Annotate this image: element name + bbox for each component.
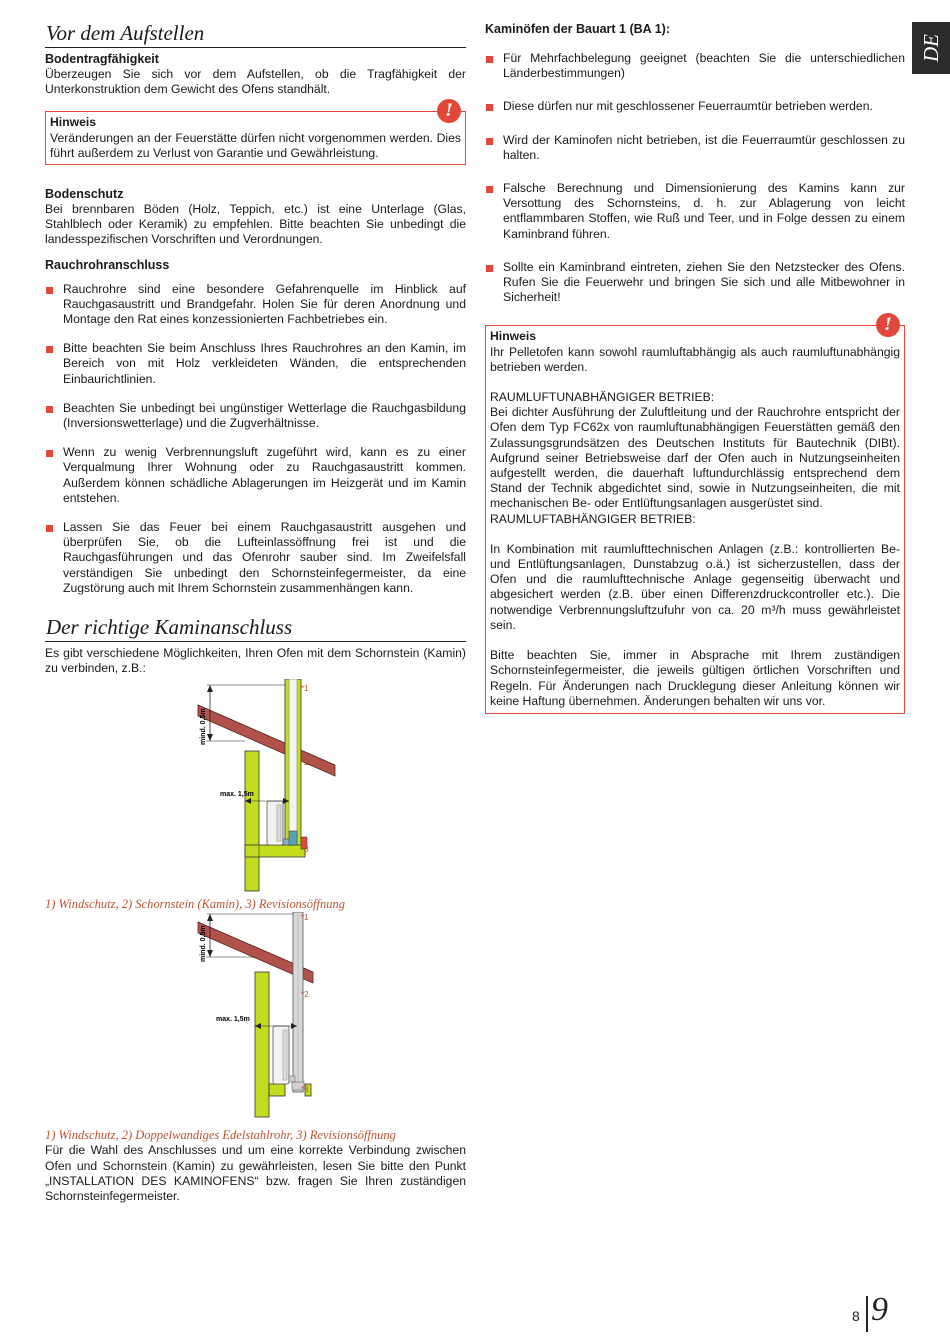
left-column	[45, 18, 466, 1204]
text-kaminanschluss-intro: Es gibt verschiedene Möglichkeiten, Ihren Ofen mit dem Schornstein (Kamin) zu verbinden, z.B.:	[45, 646, 466, 676]
list-item: Rauchrohre sind eine besondere Gefahrenquelle im Hinblick auf Rauchgasaustritt und Brandgefahr. Holen Sie für deren Anordnung und Montage den Rat eines konzessionierten Fachbetriebes ein.	[45, 282, 466, 328]
figure-caption-2: 1) Windschutz, 2) Doppelwandiges Edelstahlrohr, 3) Revisionsöffnung	[45, 1128, 396, 1143]
list-item: Für Mehrfachbelegung geeignet (beachten Sie die unterschiedlichen Länderbestimmungen)	[485, 51, 905, 81]
roof-shape	[198, 705, 335, 776]
label-height: mind. 0,5m	[200, 708, 207, 746]
text-bodenschutz: Bei brennbaren Böden (Holz, Teppich, etc.) ist eine Unterlage (Glas, Stahlblech oder Keramik) zu empfehlen. Bitte beachten Sie unbedingt die landesspezifischen Vorschriften und Verordnungen.	[45, 202, 466, 247]
language-tab: DE	[912, 22, 950, 74]
heading-bodenschutz: Bodenschutz	[45, 187, 124, 202]
list-item: Beachten Sie unbedingt bei ungünstiger Wetterlage die Rauchgasbildung (Inversionswetterlage) und die Zugverhältnisse.	[45, 401, 466, 431]
hinweis-text: Bitte beachten Sie, immer in Absprache mit Ihrem zuständigen Schornsteinfegermeister, die jeweils gültigen örtlichen Vorschriften und Regeln. Für Änderungen nach Drucklegung dieser Anleitung können wir keine Haftung übernehmen. Änderungen behalten wir uns vor.	[490, 648, 900, 708]
wall-shape	[255, 972, 269, 1117]
page-number-right: 9	[871, 1291, 888, 1328]
list-item: Sollte ein Kaminbrand eintreten, ziehen Sie den Netzstecker des Ofens. Rufen Sie die Feuerwehr und bringen Sie sich und alle Mitbewohner in Sicherheit!	[485, 260, 905, 306]
chimney-diagram-steel	[45, 912, 466, 1128]
connector-shape	[289, 1076, 295, 1082]
callout: *1	[301, 684, 309, 694]
list-item: Wird der Kaminofen nicht betrieben, ist die Feuerraumtür geschlossen zu halten.	[485, 133, 905, 163]
hinweis-text: Ihr Pelletofen kann sowohl raumluftabhängig als auch raumluftunabhängig betrieben werden.	[490, 344, 900, 374]
list-item: Falsche Berechnung und Dimensionierung des Kamins kann zur Versottung des Schornsteins, d. h. zur Ablagerung von leicht entflammbaren Stoffen, wie Ruß und Teer, und in Folge dessen zu einem Kaminbrand führen.	[485, 181, 905, 242]
floor-shape	[245, 845, 305, 857]
page-number-left: 8	[852, 1308, 860, 1324]
label-distance: max. 1,5m	[216, 1016, 250, 1024]
hinweis-text: Veränderungen an der Feuerstätte dürfen nicht vorgenommen werden. Dies führt außerdem zu Verlust von Garantie und Gewährleistung.	[50, 130, 461, 160]
callout: *1	[301, 913, 309, 923]
label-distance: max. 1,5m	[220, 791, 254, 799]
heading-raumluftabhaengig: RAUMLUFTABHÄNGIGER BETRIEB:	[490, 511, 696, 526]
right-column	[485, 22, 905, 714]
list-item: Diese dürfen nur mit geschlossener Feuerraumtür betrieben werden.	[485, 99, 905, 114]
section-title-kaminanschluss: Der richtige Kaminanschluss	[45, 612, 466, 642]
hinweis-title: Hinweis	[490, 329, 537, 344]
hinweis-text: Bei dichter Ausführung der Zuluftleitung und der Rauchrohre entspricht der Ofen dem Typ FC62x von raumluftunabhängigen Feuerstätten gemäß den Zulassungsgrundsätzen des Deutschen Instituts für Bautechnik (DIBt). Aufgrund seiner Betriebsweise darf der Ofen auch in Nutzungseinheiten aufgestellt werden, die dauerhaft luftundurchlässig entsprechend dem Stand der Technik abgedichtet sind, sowie in Nutzungseinheiten, die mit mechanischen Be- oder Entlüftungsanlagen ausgerüstet sind.	[490, 405, 900, 511]
section-title-aufstellen: Vor dem Aufstellen	[45, 18, 466, 48]
hinweis-box-2	[485, 315, 905, 713]
warning-icon: !	[437, 99, 461, 123]
list-item: Bitte beachten Sie beim Anschluss Ihres Rauchrohres an den Kamin, im Bereich von mit Holz verkleideten Wänden, die entsprechenden Einbaurichtlinien.	[45, 341, 466, 387]
label-height: mind. 0,5m	[200, 925, 207, 963]
callout: *3	[301, 1085, 309, 1095]
chimney-diagram-masonry	[45, 679, 466, 895]
list-item: Wenn zu wenig Verbrennungsluft zugeführt wird, kann es zu einer Verqualmung Ihrer Wohnung oder zu Rauchgasaustritt kommen. Außerdem können schädliche Ablagerungen im Heizgerät und im Kamin entstehen.	[45, 445, 466, 506]
list-item: Lassen Sie das Feuer bei einem Rauchgasaustritt ausgehen und überprüfen Sie, ob die Lufteinlassöffnung frei ist und die Rauchgasführungen und das Ofenrohr sauber sind. Im Zweifelsfall verständigen Sie unbedingt den Schornsteinfegermeister, da eine Zugstörung auch mit Ihrem Schornstein zusammenhängen kann.	[45, 520, 466, 596]
heading-raumluftunabhaengig: RAUMLUFTUNABHÄNGIGER BETRIEB:	[490, 390, 715, 405]
callout: *3	[301, 845, 309, 855]
text-closing: Für die Wahl des Anschlusses und um eine korrekte Verbindung zwischen Ofen und Schornstein (Kamin) zu gewährleisten, lesen Sie bitte den Punkt „INSTALLATION DES KAMINOFENS“ bzw. fragen Sie Ihren zuständigen Schornsteinfegermeister.	[45, 1143, 466, 1204]
callout: *2	[301, 990, 309, 1000]
wall-shape	[245, 751, 259, 891]
bauart-list	[485, 51, 905, 305]
warning-icon: !	[876, 313, 900, 337]
hinweis-text: In Kombination mit raumlufttechnischen Anlagen (z.B.: kontrollierten Be- und Entlüftungsanlagen, Dunstabzug o.ä.) ist sicherzustellen, dass der Ofen und die raumlufttechnische Anlage gegenseitig überwacht und abgesichert werden (z.B. über einen Differenzdruckcontroller etc.). Die notwendige Verbrennungsluftzufuhr von ca. 20 m³/h muss gewährleistet sein.	[490, 541, 900, 632]
floor-shape	[269, 1084, 285, 1096]
page-number-divider	[866, 1296, 868, 1332]
heading-bodentragfaehigkeit: Bodentragfähigkeit	[45, 52, 159, 66]
callout: *2	[301, 758, 309, 768]
hinweis-title: Hinweis	[50, 115, 97, 130]
figure-caption-1: 1) Windschutz, 2) Schornstein (Kamin), 3) Revisionsöffnung	[45, 897, 345, 912]
text-bodentragfaehigkeit: Überzeugen Sie sich vor dem Aufstellen, ob die Tragfähigkeit der Unterkonstruktion dem Gewicht des Ofens standhält.	[45, 67, 466, 97]
heading-rauchrohranschluss: Rauchrohranschluss	[45, 257, 170, 272]
rauchrohr-list	[45, 282, 466, 596]
hinweis-box-1	[45, 101, 466, 165]
heading-bauart: Kaminöfen der Bauart 1 (BA 1):	[485, 22, 670, 36]
